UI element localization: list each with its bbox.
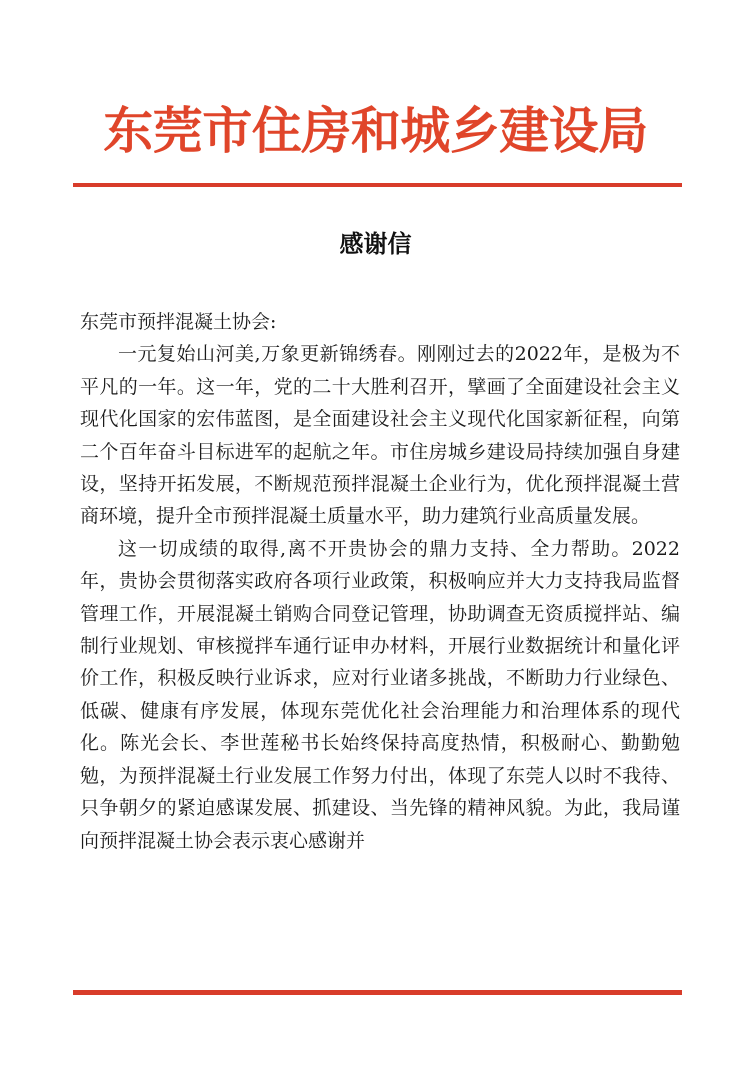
letter-salutation: 东莞市预拌混凝土协会:: [80, 311, 277, 333]
letterhead-title: 东莞市住房和城乡建设局: [103, 101, 648, 160]
letter-paragraph-1: 一元复始山河美,万象更新锦绣春。刚刚过去的2022年，是极为不平凡的一年。这一年，党的二十大胜利召开，擘画了全面建设社会主义现代化国家的宏伟蓝图，是全面建设社会主义现代化国家新征程，向第二个百年奋斗目标进军的起航之年。市住房城乡建设局持续加强自身建设，坚持开拓发展，不断规范预拌混凝土企业行为，优化预拌混凝土营商环境，提升全市预拌混凝土质量水平，助力建筑行业高质量发展。: [80, 343, 680, 528]
letterhead-divider-top: [73, 183, 682, 187]
letter-paragraph-2: 这一切成绩的取得,离不开贵协会的鼎力支持、全力帮助。2022年，贵协会贯彻落实政府各项行业政策，积极响应并大力支持我局监督管理工作，开展混凝土销购合同登记管理，协助调查无资质搅拌站、编制行业规划、审核搅拌车通行证申办材料，开展行业数据统计和量化评价工作，积极反映行业诉求，应对行业诸多挑战，不断助力行业绿色、低碳、健康有序发展，体现东莞优化社会治理能力和治理体系的现代化。陈光会长、李世莲秘书长始终保持高度热情，积极耐心、勤勤勉勉，为预拌混凝土行业发展工作努力付出，体现了东莞人以时不我待、只争朝夕的紧迫感谋发展、抓建设、当先锋的精神风貌。为此，我局谨向预拌混凝土协会表示衷心感谢并: [80, 537, 680, 852]
letter-body: [80, 306, 680, 966]
letter-title: 感谢信: [339, 230, 412, 258]
page-divider-bottom: [73, 990, 682, 995]
